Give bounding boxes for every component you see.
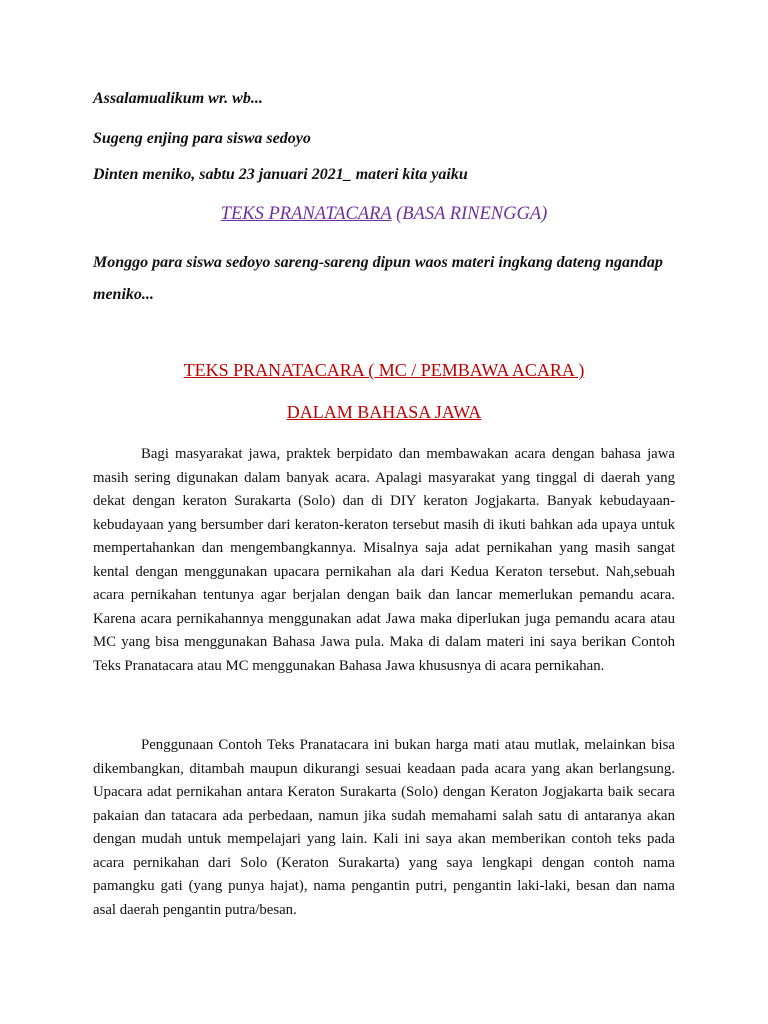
topic-title-sub: (BASA RINENGGA) [391,204,548,224]
section-heading: TEKS PRANATACARA ( MC / PEMBAWA ACARA ) [183,360,585,380]
greeting-line: Sugeng enjing para siswa sedoyo [93,130,311,147]
topic-title-main: TEKS PRANATACARA [220,204,392,224]
date-topic-line: Dinten meniko, sabtu 23 januari 2021_ materi kita yaiku [93,166,468,183]
body-paragraph: Penggunaan Contoh Teks Pranatacara ini bukan harga mati atau mutlak, melainkan bisa dikembangkan, ditambah maupun dikurangi sesuai keadaan pada acara yang akan berlangsung. Upacara adat pernikahan antara Keraton Surakarta (Solo) dengan Keraton Jogjakarta baik secara pakaian dan tatacara ada perbedaan, namun jika sudah memahami salah satu di antaranya akan dengan mudah untuk mempelajari yang lain. Kali ini saya akan memberikan contoh teks pada acara pernikahan dari Solo (Keraton Surakarta) yang saya lengkapi dengan contoh nama pamangku gati (yang punya hajat), nama pengantin putri, pengantin laki-laki, besan dan nama asal daerah pengantin putra/besan. [93,737,675,918]
intro-text: Monggo para siswa sedoyo sareng-sareng dipun waos materi ingkang dateng ngandap meniko... [93,254,663,303]
greeting-line: Assalamualikum wr. wb... [93,90,263,107]
section-subheading: DALAM BAHASA JAWA [286,402,482,422]
topic-title [0,204,768,225]
body-paragraph: Bagi masyarakat jawa, praktek berpidato dan membawakan acara dengan bahasa jawa masih sering digunakan dalam banyak acara. Apalagi masyarakat yang tinggal di daerah yang dekat dengan keraton Surakarta (Solo) dan di DIY keraton Jogjakarta. Banyak kebudayaan-kebudayaan yang bersumber dari keraton-keraton tersebut masih di ikuti bahkan ada upaya untuk mempertahankan dan mengembangkannya. Misalnya saja adat pernikahan yang masih sangat kental dengan menggunakan upacara pernikahan ala dari Kedua Keraton tersebut. Nah,sebuah acara pernikahan tentunya agar berjalan dengan baik dan lancar memerlukan pemandu acara. Karena acara pernikahannya menggunakan adat Jawa maka diperlukan juga pemandu acara atau MC yang bisa menggunakan Bahasa Jawa pula. Maka di dalam materi ini saya berikan Contoh Teks Pranatacara atau MC menggunakan Bahasa Jawa khususnya di acara pernikahan. [93,446,675,674]
